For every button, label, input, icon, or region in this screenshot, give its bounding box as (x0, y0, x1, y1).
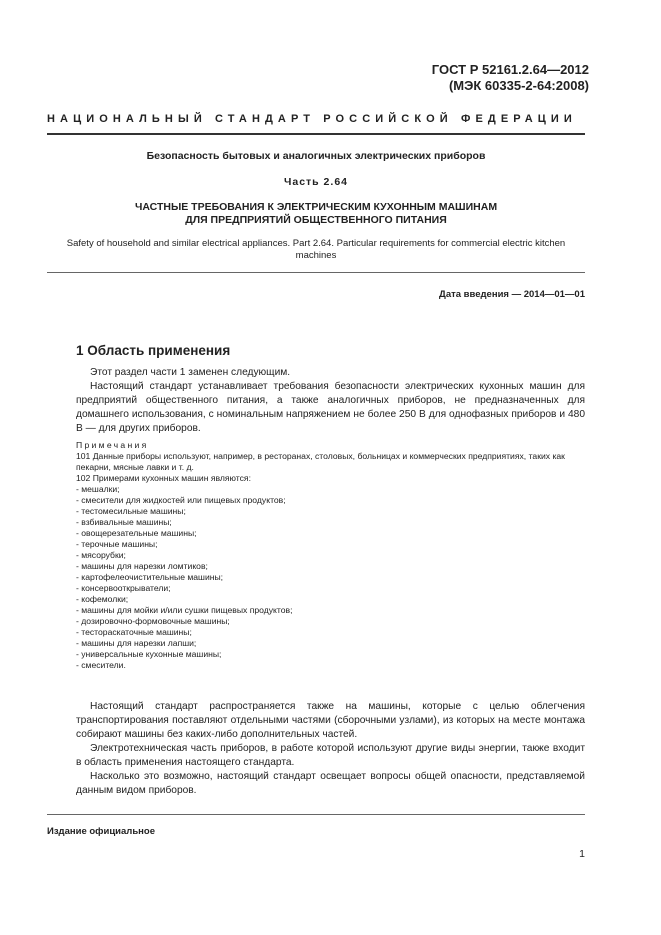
english-title: Safety of household and similar electrical appliances. Part 2.64. Particular requirements for commercial electric kitchen machines (66, 238, 566, 261)
list-item: - смесители. (76, 660, 126, 670)
list-item: - машины для мойки и/или сушки пищевых продуктов; (76, 605, 293, 615)
list-item: - тестомесильные машины; (76, 506, 186, 516)
paragraph: Этот раздел части 1 заменен следующим. (90, 367, 291, 378)
title-line-1: ЧАСТНЫЕ ТРЕБОВАНИЯ К ЭЛЕКТРИЧЕСКИМ КУХОННЫМ МАШИНАМ (134, 201, 498, 213)
footer-divider (47, 814, 585, 815)
closing-paragraphs (76, 700, 585, 798)
notes-heading: Примечания (76, 440, 149, 450)
paragraph: Настоящий стандарт устанавливает требования безопасности электрических кухонных машин для предприятий общественного питания, а также аналогичных приборов, не предназначенных для домашнего использования, с номинальным напряжением не более 250 В для однофазных приборов и 480 В — для других приборов. (76, 381, 585, 434)
list-item: - взбивальные машины; (76, 517, 172, 527)
paragraph: Насколько это возможно, настоящий стандарт освещает вопросы общей опасности, представляемой данным видом приборов. (76, 771, 585, 796)
note-102: 102 Примерами кухонных машин являются: (76, 473, 251, 483)
list-item: - машины для нарезки ломтиков; (76, 561, 208, 571)
header-divider (47, 133, 585, 135)
title-divider (47, 272, 585, 273)
document-title (47, 201, 585, 227)
list-item: - терочные машины; (76, 539, 158, 549)
iec-number: (МЭК 60335-2-64:2008) (448, 78, 589, 93)
list-item: - универсальные кухонные машины; (76, 649, 222, 659)
paragraph: Электротехническая часть приборов, в работе которой используют другие виды энергии, также входит в область применения настоящего стандарта. (76, 743, 585, 768)
list-item: - машины для нарезки лапши; (76, 638, 197, 648)
list-item: - мясорубки; (76, 550, 126, 560)
list-item: - консервооткрыватели; (76, 583, 171, 593)
list-item: - картофелеочистительные машины; (76, 572, 224, 582)
edition-note: Издание официальное (47, 826, 155, 837)
title-line-2: ДЛЯ ПРЕДПРИЯТИЙ ОБЩЕСТВЕННОГО ПИТАНИЯ (185, 214, 447, 226)
introduction-date: Дата введения — 2014—01—01 (439, 289, 585, 300)
section-heading: 1 Область применения (76, 343, 231, 358)
list-item: - смесители для жидкостей или пищевых продуктов; (76, 495, 286, 505)
list-item: - кофемолки; (76, 594, 129, 604)
document-subtitle: Безопасность бытовых и аналогичных электрических приборов (146, 150, 486, 162)
list-item: - мешалки; (76, 484, 120, 494)
gost-number: ГОСТ Р 52161.2.64—2012 (431, 62, 589, 77)
machine-list (76, 484, 585, 671)
list-item: - тестораскаточные машины; (76, 627, 192, 637)
section-body (76, 366, 585, 436)
list-item: - дозировочно-формовочные машины; (76, 616, 230, 626)
notes-block (76, 440, 585, 671)
part-number: Часть 2.64 (283, 176, 348, 188)
note-101: 101 Данные приборы используют, например, в ресторанах, столовых, больницах и коммерческих предприятиях, таких как пекарни, мясные лавки и т. д. (76, 451, 565, 472)
list-item: - овощерезательные машины; (76, 528, 197, 538)
page-number: 1 (579, 848, 585, 860)
national-standard-heading: НАЦИОНАЛЬНЫЙ СТАНДАРТ РОССИЙСКОЙ ФЕДЕРАЦИИ (47, 113, 577, 125)
paragraph: Настоящий стандарт распространяется также на машины, которые с целью облегчения транспортирования поставляют отдельными частями (сборочными узлами), из которых на месте монтажа собирают машины без каких-либо дополнительных частей. (76, 701, 585, 740)
